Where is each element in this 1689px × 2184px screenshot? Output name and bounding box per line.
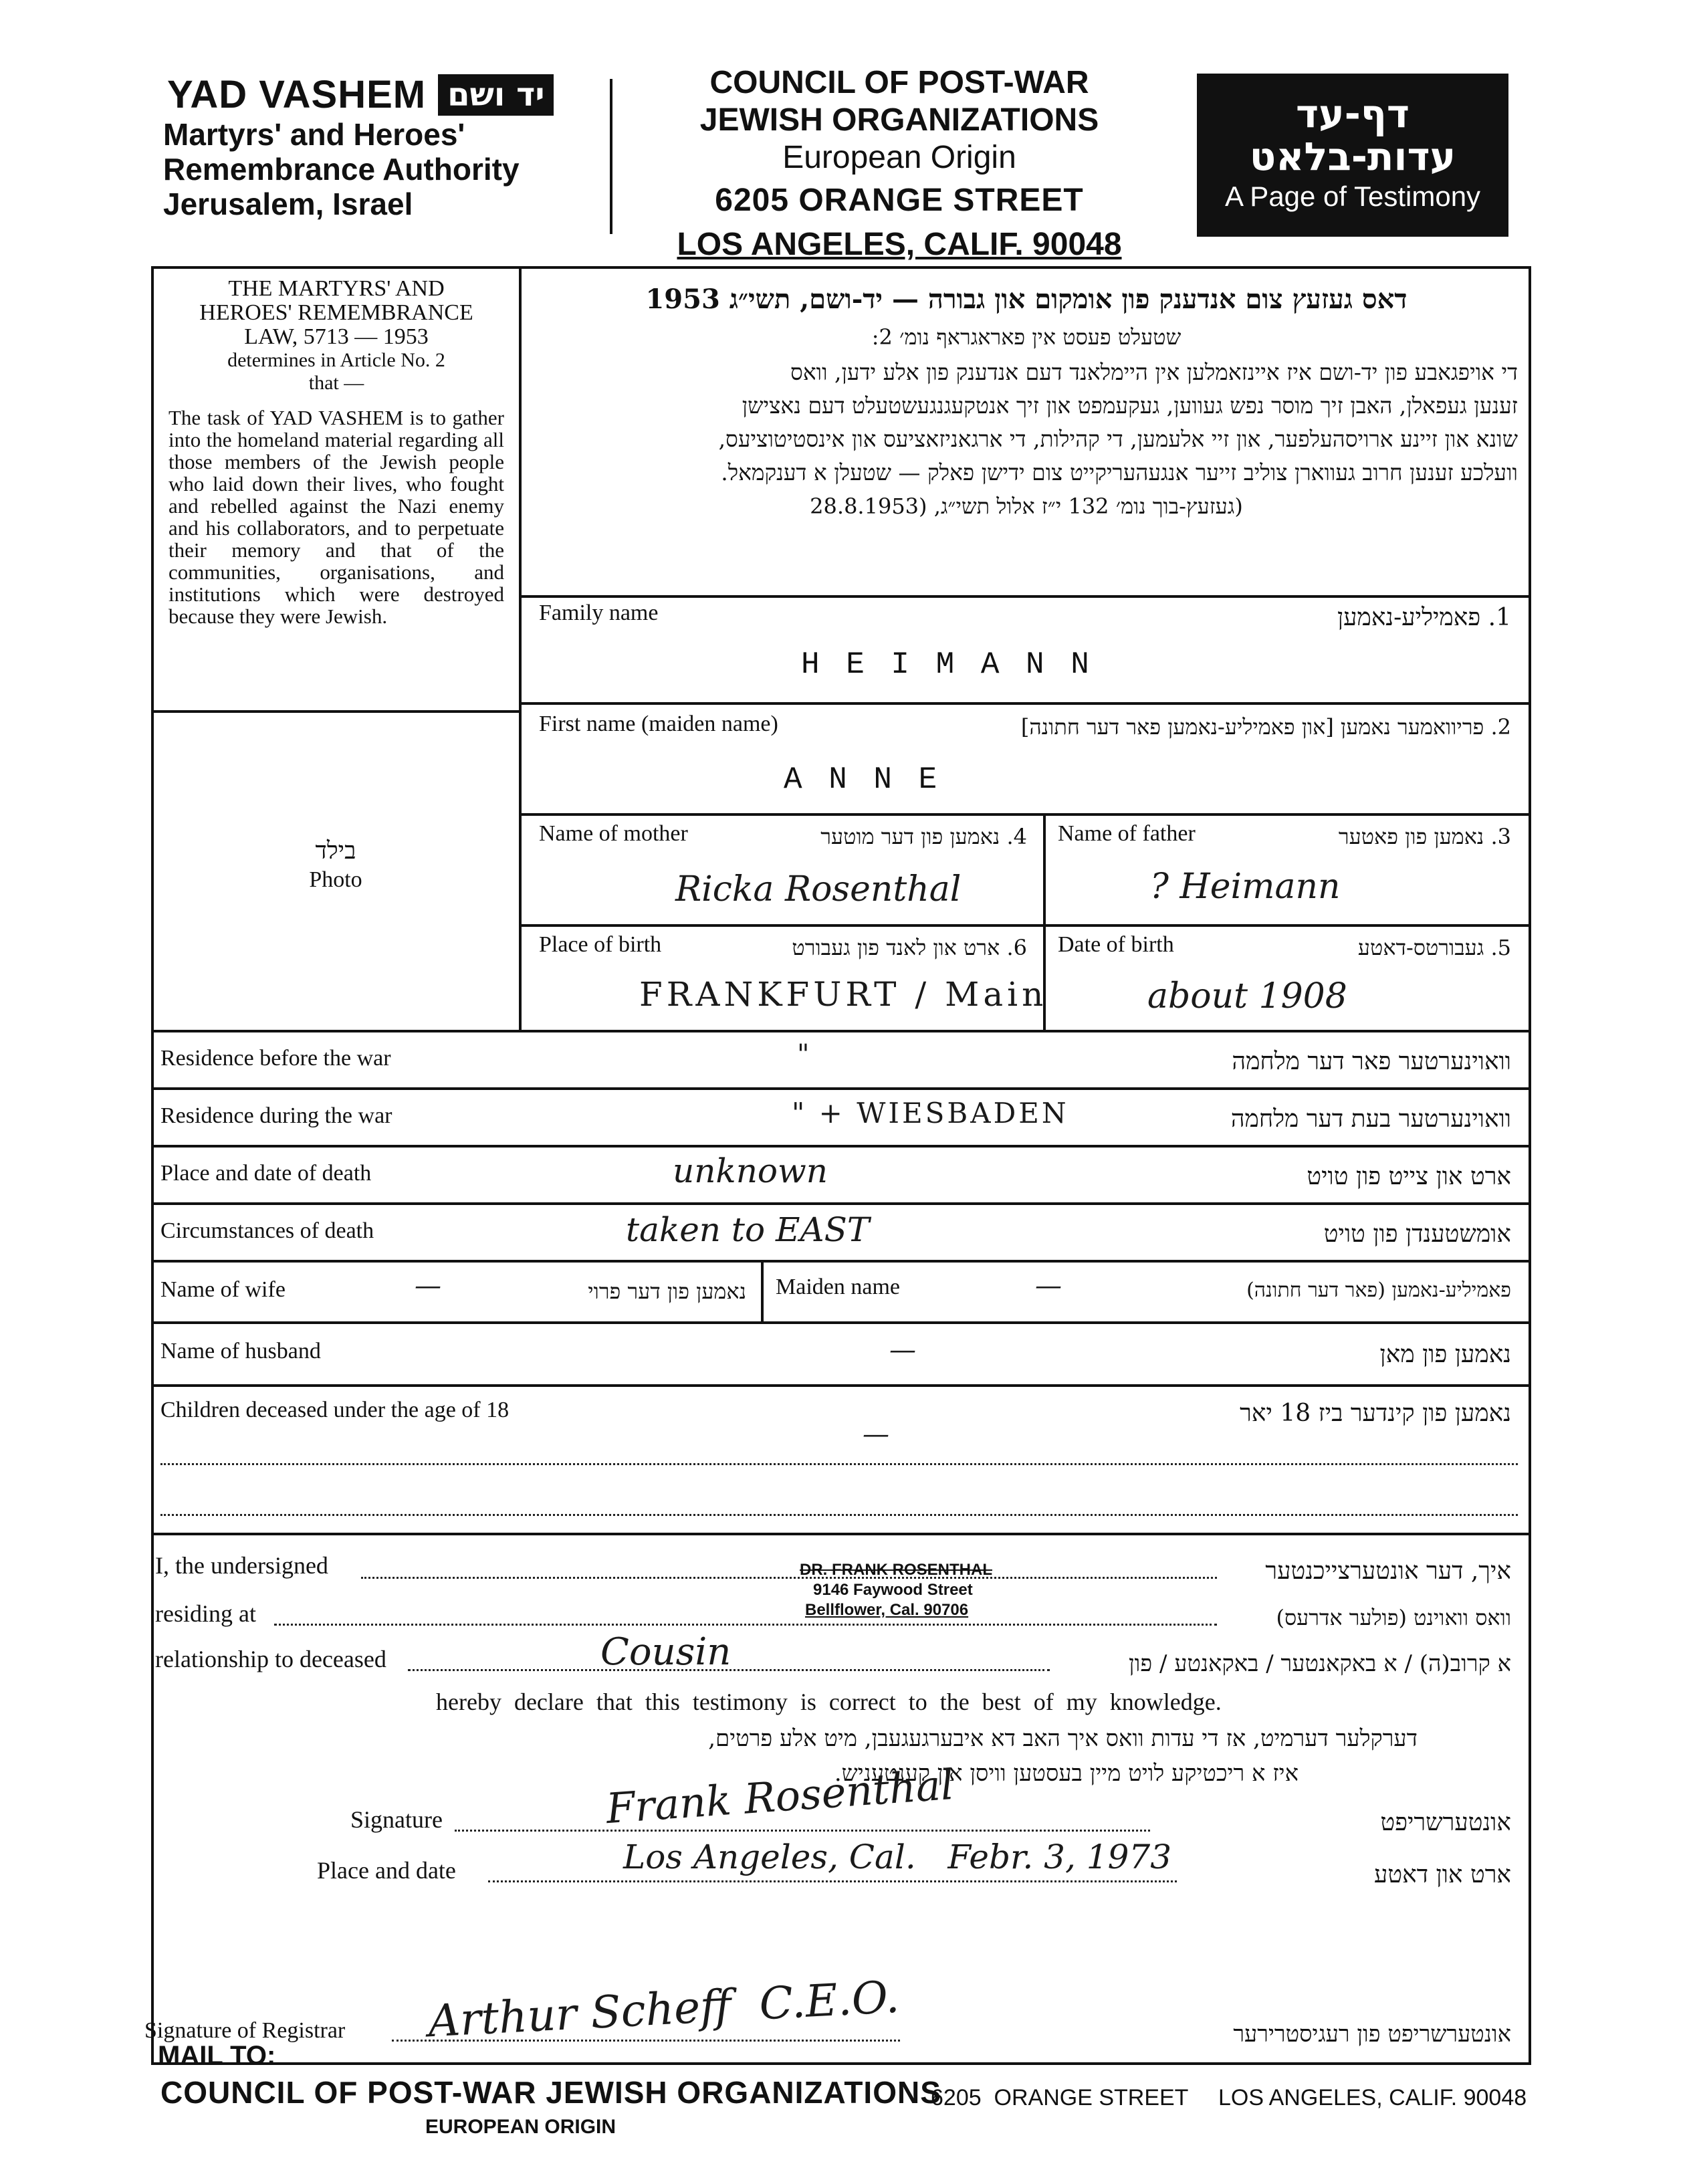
photo-placeholder — [151, 836, 520, 895]
residing-label: residing at — [155, 1600, 256, 1627]
badge-hebrew-2: עדות-בלאט — [1249, 134, 1456, 179]
mother-value[interactable]: Ricka Rosenthal — [675, 869, 962, 909]
registrar-label: Signature of Registrar — [144, 2018, 346, 2043]
row-line-husband — [151, 1321, 1531, 1324]
relationship-hebrew: א קרוב(ה) / א באקאנטער / באקאנטע / פון — [1128, 1650, 1511, 1677]
footer-city: LOS ANGELES, CALIF. 90048 — [1218, 2085, 1527, 2110]
signature-hebrew: אונטערשריפט — [1380, 1809, 1511, 1836]
row-line-parents — [519, 813, 1531, 816]
law-box — [166, 277, 507, 627]
mother-label: Name of mother — [539, 821, 688, 846]
council-line-1: COUNCIL OF POST-WAR — [709, 65, 1089, 100]
mail-to-label: MAIL TO: — [158, 2041, 276, 2070]
family-name-label: Family name — [539, 600, 659, 625]
children-dotted-line-1 — [160, 1463, 1518, 1465]
law-heading-1: THE MARTYRS' AND — [228, 276, 445, 301]
yiddish-law-line-3: שונא און זיינע ארויסהעלפער, און זיי אלעמען, די קהילות, די ארגאניזאציעס און אינסטיטוציעס, — [718, 426, 1518, 452]
stamp-street: 9146 Faywood Street — [813, 1581, 973, 1599]
death-circ-hebrew: אומשטענדן פון טויט — [1323, 1220, 1511, 1248]
declaration-yiddish-2: איז א ריכטיקע לויט מיין בעסטען וויסן און קענטעניש. — [834, 1760, 1299, 1787]
yiddish-law-line-5: (געזעץ-בוך נומ׳ 132 י״ז אלול תשי״ג, (28.8.1953 — [810, 494, 1243, 519]
birth-date-hebrew: 5. געבורטס-דאטע — [1357, 935, 1511, 960]
council-line-2: JEWISH ORGANIZATIONS — [699, 102, 1099, 138]
stamp-city: Bellflower, Cal. 90706 — [805, 1601, 969, 1619]
maiden-value[interactable]: — — [1035, 1271, 1062, 1301]
husband-hebrew: נאמען פון מאן — [1379, 1341, 1511, 1368]
husband-value[interactable]: — — [889, 1335, 916, 1366]
yad-vashem-logo — [163, 72, 595, 221]
law-heading-4: determines in Article No. 2 — [227, 349, 445, 371]
row-line-res-before — [151, 1030, 1531, 1032]
residence-during-hebrew: וואוינערטער בעת דער מלחמה — [1230, 1105, 1511, 1133]
footer-sub: EUROPEAN ORIGIN — [425, 2116, 616, 2138]
yiddish-law-line-2: זענען געפאלן, האבן זיך מוסר נפש געווען, געקעמפט און זיך אנטקעגנגעשטעלט דעם נאצישן — [742, 393, 1518, 419]
death-place-label: Place and date of death — [160, 1161, 372, 1186]
header-divider — [610, 79, 612, 234]
row-line-birth — [519, 924, 1531, 927]
yad-vashem-name: YAD VASHEM — [167, 73, 427, 116]
row-line-first — [519, 702, 1531, 705]
father-label: Name of father — [1058, 821, 1196, 846]
declaration-yiddish-1: דערקלער דערמיט, אז די עדות וואס איך האב דא איבערגעגעבן, מיט אלע פרטים, — [708, 1725, 1418, 1752]
undersigned-dotted-line — [361, 1577, 1217, 1579]
wife-hebrew: נאמען פון דער פרוי — [588, 1279, 746, 1304]
birth-place-value[interactable]: FRANKFURT / Main — [639, 975, 1048, 1014]
death-circ-label: Circumstances of death — [160, 1218, 374, 1243]
photo-label: Photo — [309, 867, 362, 892]
yiddish-law-line-1: די אויפגאבע פון יד-ושם איז איינזאמלען אין היימלאנד דעם אנדענק פון אלע ידען, וואס — [790, 359, 1518, 385]
wife-divider — [761, 1260, 764, 1321]
registrar-signature[interactable]: Arthur Scheff C.E.O. — [427, 1971, 901, 2048]
death-place-value[interactable]: unknown — [673, 1152, 828, 1190]
death-place-hebrew: ארט און צייט פון טויט — [1307, 1163, 1511, 1190]
residing-hebrew: וואס וואוינט (פולער אדרעס) — [1276, 1605, 1511, 1630]
registrar-hebrew: אונטערשריפט פון רעגיסטרירער — [1233, 2021, 1511, 2048]
row-line-declaration — [151, 1533, 1531, 1535]
residing-dotted-line — [274, 1624, 1217, 1626]
row-line-res-during — [151, 1087, 1531, 1090]
badge-english: A Page of Testimony — [1224, 181, 1481, 212]
maiden-label: Maiden name — [776, 1275, 900, 1299]
father-value[interactable]: ? Heimann — [1150, 867, 1341, 907]
relationship-value[interactable]: Cousin — [600, 1630, 731, 1674]
yad-vashem-line-3: Jerusalem, Israel — [163, 187, 413, 221]
birth-place-hebrew: 6. ארט און לאנד פון געבורט — [792, 935, 1027, 960]
yad-vashem-line-1: Martyrs' and Heroes' — [163, 117, 465, 152]
law-body: The task of YAD VASHEM is to gather into the homeland material regarding all those members of the Jewish people who laid down their lives, who fought and rebelled against the Nazi enemy and his collaborators, and to perpetuate their memory and that of the communities, organisations, and institutions which were destroyed because they were Jewish. — [168, 406, 504, 628]
place-date-hebrew: ארט און דאטע — [1374, 1861, 1511, 1888]
stamp-name: DR. FRANK ROSENTHAL — [800, 1561, 992, 1579]
yiddish-law-text — [535, 281, 1518, 523]
residence-before-label: Residence before the war — [160, 1046, 391, 1071]
footer-street: 6205 ORANGE STREET — [931, 2085, 1189, 2110]
children-value[interactable]: — — [863, 1419, 889, 1450]
yiddish-law-title: דאס געזעץ צום אנדענק פון אומקום און גבורה — יד-ושם, תשי״ג 1953 — [645, 284, 1408, 315]
first-name-value[interactable]: A N N E — [784, 762, 941, 797]
law-box-right-border — [519, 266, 522, 1030]
residence-before-hebrew: וואוינערטער פאר דער מלחמה — [1232, 1048, 1511, 1075]
badge-hebrew-1: דף-עד — [1295, 91, 1410, 136]
children-dotted-line-2 — [160, 1514, 1518, 1516]
first-name-label: First name (maiden name) — [539, 712, 778, 736]
undersigned-label: I, the undersigned — [155, 1552, 328, 1579]
yiddish-law-line-4: וועלכע זענען חרוב געווארן צוליב זייער אנגעהעריקייט צום ידישן פאלק — שטעלן א דענקמאל. — [721, 459, 1518, 485]
row-line-death-circ — [151, 1202, 1531, 1205]
law-heading-2: HEROES' REMEMBRANCE — [199, 300, 473, 325]
page-of-testimony-badge — [1197, 74, 1508, 237]
residence-during-value[interactable]: " + WIESBADEN — [792, 1097, 1069, 1129]
row-line-death-place — [151, 1145, 1531, 1148]
row-line-family — [519, 595, 1531, 598]
relationship-label: relationship to deceased — [155, 1646, 386, 1672]
council-line-5: LOS ANGELES, CALIF. 90048 — [677, 227, 1122, 262]
first-name-hebrew: 2. פריוואמער נאמען [און פאמיליע-נאמען פאר דער חתונה] — [1020, 714, 1511, 740]
birth-date-label: Date of birth — [1058, 932, 1174, 957]
residence-during-label: Residence during the war — [160, 1103, 392, 1128]
place-date-value[interactable]: Los Angeles, Cal. Febr. 3, 1973 — [623, 1838, 1172, 1876]
children-label: Children deceased under the age of 18 — [160, 1398, 510, 1422]
law-heading-5: that — — [308, 372, 364, 394]
family-name-value[interactable]: H E I M A N N — [801, 647, 1093, 682]
family-name-hebrew: 1. פאמיליע-נאמען — [1337, 604, 1511, 631]
council-line-3: European Origin — [782, 140, 1016, 175]
birth-place-label: Place of birth — [539, 932, 662, 957]
council-line-4: 6205 ORANGE STREET — [715, 183, 1084, 218]
undersigned-hebrew: איך, דער אונטערצייכנטער — [1265, 1557, 1511, 1585]
death-circ-value[interactable]: taken to EAST — [626, 1210, 870, 1249]
photo-hebrew: בילד — [315, 837, 356, 864]
law-heading-3: LAW, 5713 — 1953 — [244, 324, 429, 349]
place-date-label: Place and date — [317, 1857, 456, 1884]
children-hebrew: נאמען פון קינדער ביז 18 יאר — [1240, 1400, 1511, 1427]
husband-label: Name of husband — [160, 1339, 321, 1363]
yad-vashem-line-2: Remembrance Authority — [163, 152, 520, 187]
place-date-dotted-line — [488, 1880, 1177, 1882]
council-address — [655, 64, 1143, 265]
law-box-bottom-border — [151, 710, 520, 713]
footer-org: COUNCIL OF POST-WAR JEWISH ORGANIZATIONS — [160, 2075, 941, 2110]
signature-value[interactable]: Frank Rosenthal — [604, 1759, 955, 1834]
signature-dotted-line — [455, 1830, 1150, 1832]
signature-label: Signature — [350, 1806, 443, 1833]
declaration-statement: hereby declare that this testimony is correct to the best of my knowledge. — [436, 1688, 1222, 1715]
yad-vashem-hebrew-box: יד ושם — [438, 74, 554, 116]
birth-date-value[interactable]: about 1908 — [1147, 976, 1347, 1016]
row-line-wife — [151, 1260, 1531, 1263]
wife-value[interactable]: — — [415, 1271, 441, 1301]
wife-label: Name of wife — [160, 1277, 286, 1302]
mother-hebrew: 4. נאמען פון דער מוטער — [820, 824, 1027, 849]
maiden-hebrew: פאמיליע-נאמען (פאר דער חתונה) — [1246, 1279, 1511, 1302]
row-line-children — [151, 1384, 1531, 1387]
residence-before-value[interactable]: " — [797, 1039, 810, 1070]
father-hebrew: 3. נאמען פון פאטער — [1338, 824, 1511, 849]
yiddish-law-subtitle: שטעלט פעסט אין פאראגראף נומ׳ 2: — [871, 324, 1181, 350]
